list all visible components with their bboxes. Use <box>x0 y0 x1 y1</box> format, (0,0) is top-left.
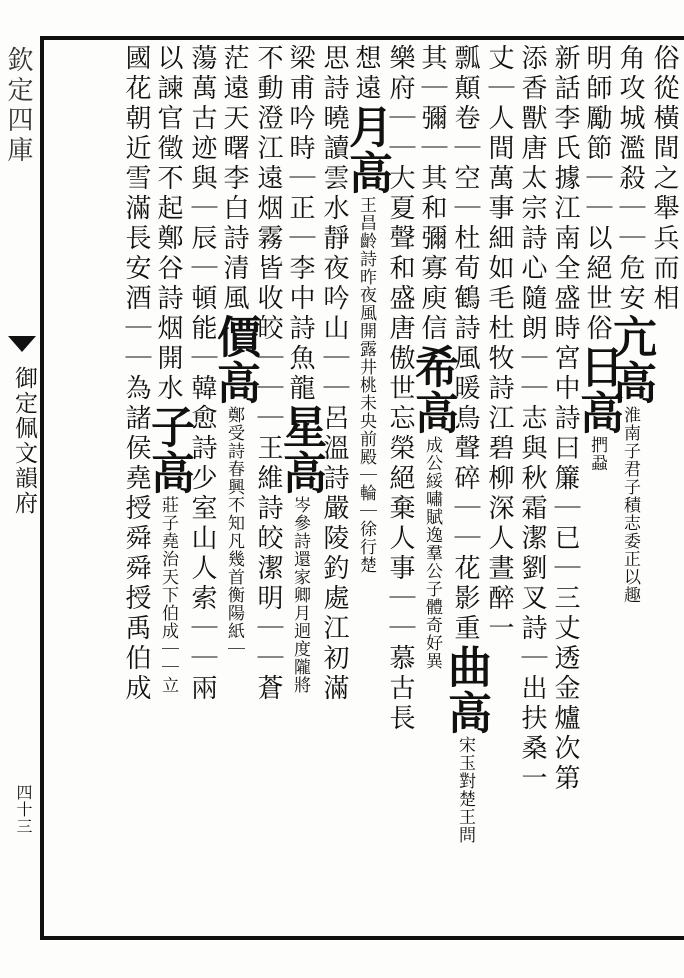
body-text: 為諸侯堯授舜舜授禹伯成 <box>121 374 151 704</box>
bottom-frame-rule <box>40 936 684 940</box>
body-text: 梁甫吟時｜正｜李中詩魚龍 <box>285 44 315 404</box>
entry-heading: 亢高 <box>605 314 656 406</box>
text-column <box>407 44 458 932</box>
body-text: 角攻城濫殺｜｜危安 <box>615 44 645 314</box>
body-text: 丈｜人間萬事細如毛杜牧詩江碧柳深人晝醉一 <box>484 44 514 644</box>
text-column <box>605 44 656 932</box>
text-column <box>515 44 548 932</box>
entry-heading: 價高 <box>209 314 260 406</box>
blockhead <box>0 36 44 940</box>
annotation-text: 捫蝨 <box>587 436 607 472</box>
body-text: 以諫官徵不起鄭谷詩烟開水 <box>153 44 183 404</box>
text-column <box>251 44 284 932</box>
text-column <box>482 44 515 932</box>
text-column <box>341 44 392 932</box>
annotation-text: 成公綏嘯賦逸羣公子體奇好異 <box>422 436 442 670</box>
annotation-text: 王昌齡詩昨夜風開露井桃未央前殿｜輪｜徐行楚 <box>356 196 376 574</box>
body-text: 詩曉讀雲水靜夜吟山｜｜呂溫詩嚴陵釣處江初滿 <box>319 74 349 704</box>
body-text: 頓能｜韓愈詩少室山人索｜｜兩 <box>187 284 217 704</box>
body-text: 新話李氏據江南全盛時宮中詩曰簾｜已｜三丈透金爐次第 <box>550 44 580 794</box>
blockhead-top-marks: 欽定四庫 <box>3 46 33 166</box>
body-text: 瓢顛卷｜空｜杜荀鶴詩風暖鳥聲碎｜｜花影重 <box>450 44 480 644</box>
blockhead-rule <box>40 36 44 940</box>
entry-heading: 子高 <box>143 404 194 496</box>
text-column <box>119 44 152 932</box>
text-column <box>143 44 194 932</box>
entry-heading: 星高 <box>275 404 326 496</box>
page-number: 四十三 <box>14 784 33 835</box>
body-text: 想遠 <box>351 44 381 104</box>
annotation-text: 淮南子君子積志委正以趣 <box>620 406 640 604</box>
text-block <box>50 44 680 932</box>
entry-heading: 希高 <box>407 344 458 436</box>
entry-heading: 曲高 <box>440 644 491 736</box>
annotation-text: 鄭受詩春興不知凡幾首衡陽紙｜ <box>224 406 244 658</box>
body-text: 添香獸唐太宗詩心隨朗｜｜志與秋霜潔劉叉詩｜出扶桑一 <box>517 44 547 794</box>
book-title: 御定佩文韻府 <box>11 366 37 516</box>
body-text: 茫遠天曙李白詩清風 <box>219 44 249 314</box>
text-column <box>647 44 680 932</box>
text-column <box>275 44 326 932</box>
entry-heading: 月高 <box>341 104 392 196</box>
body-text: 其｜彌｜其和彌寡庾信 <box>417 44 447 344</box>
body-text: 明師勵節｜｜以絕世俗 <box>582 44 612 344</box>
top-frame-rule <box>40 36 684 40</box>
fishtail-mark-icon <box>8 336 36 352</box>
body-text: 國花朝近雪滿長安酒｜｜ <box>121 44 151 374</box>
entry-heading: 日高 <box>572 344 623 436</box>
body-text: 傲世忘榮絕棄人事｜｜慕古長 <box>385 344 415 734</box>
text-column <box>209 44 260 932</box>
body-text: 蕩萬古迹與｜辰｜ <box>187 44 217 284</box>
annotation-text: 莊子堯治天下伯成｜｜立 <box>158 496 178 694</box>
body-text: 俗從橫間之舉兵而相 <box>649 44 679 314</box>
body-text: 樂府｜｜大夏聲和盛唐 <box>385 44 415 344</box>
text-column <box>572 44 623 932</box>
text-column <box>548 44 581 932</box>
annotation-text: 岑參詩還家卿月迥度隴將 <box>290 496 310 694</box>
text-column <box>440 44 491 932</box>
body-text: 不動澄江遠烟霧皆收皎｜｜｜王維詩皎潔明｜｜蒼 <box>253 44 283 704</box>
body-text: 思 <box>319 44 349 74</box>
annotation-text: 宋玉對楚王問 <box>455 736 475 844</box>
